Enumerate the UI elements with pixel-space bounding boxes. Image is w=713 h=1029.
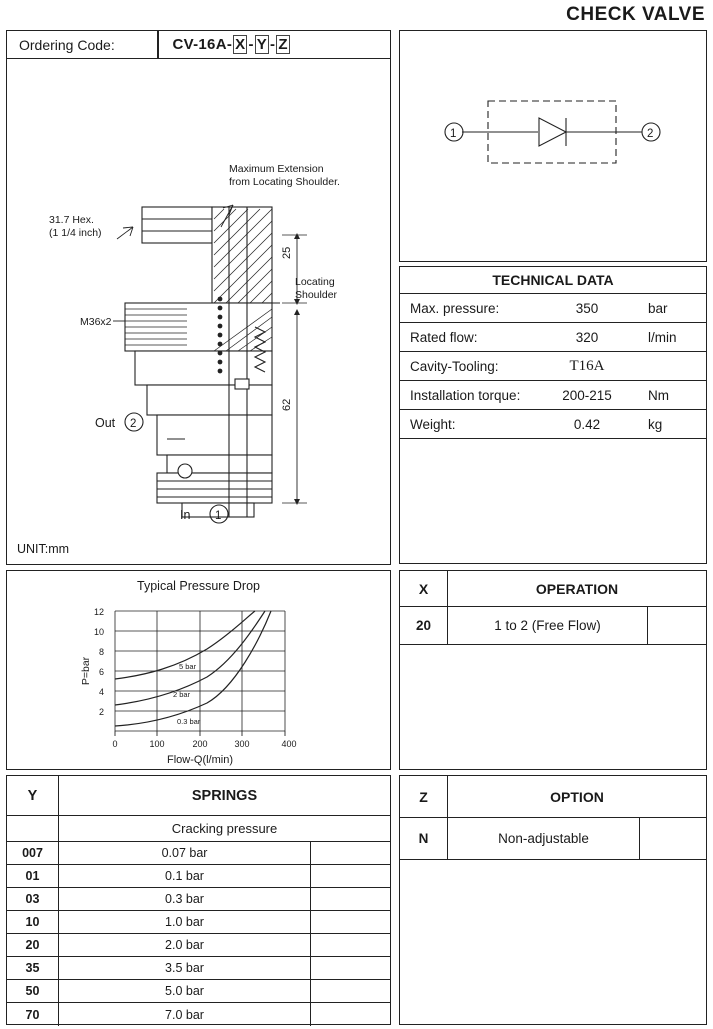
tech-unit: kg — [648, 416, 663, 432]
tech-value: 0.42 — [573, 416, 601, 432]
svg-text:12: 12 — [93, 607, 104, 617]
callout-max-extension: Maximum Extension — [229, 163, 324, 175]
springs-header-row — [7, 776, 390, 816]
spring-blank — [311, 865, 390, 887]
series-label-5bar: 5 bar — [179, 662, 197, 671]
port-out-label: Out — [95, 416, 116, 430]
tech-value: T16A — [569, 357, 605, 374]
spring-blank — [311, 888, 390, 910]
port-out-number: 2 — [130, 418, 137, 430]
spring-blank — [311, 980, 390, 1002]
spring-value: 5.0 bar — [59, 980, 311, 1002]
option-blank — [640, 818, 706, 859]
operation-desc: 1 to 2 (Free Flow) — [448, 607, 648, 644]
spring-value: 3.5 bar — [59, 957, 311, 979]
tech-value: 350 — [575, 300, 599, 316]
springs-code-header: Y — [7, 776, 59, 815]
port-in-number: 1 — [215, 510, 222, 522]
ordering-code-label: Ordering Code: — [19, 36, 115, 53]
series-label-03bar: 0.3 bar — [177, 717, 201, 726]
spring-blank — [311, 934, 390, 956]
tech-unit: l/min — [648, 329, 677, 345]
callout-max-extension-2: from Locating Shoulder. — [229, 176, 340, 188]
callout-locating-2: Shoulder — [295, 289, 338, 301]
ordering-prefix: CV-16A- — [172, 36, 233, 53]
ordering-x: X — [235, 36, 246, 53]
chart-xlabel: Flow-Q(l/min) — [167, 754, 233, 766]
table-row — [400, 294, 706, 323]
spring-blank — [311, 1003, 390, 1026]
springs-title-header: SPRINGS — [191, 787, 258, 804]
spring-code: 50 — [7, 980, 59, 1002]
tech-label: Max. pressure: — [410, 300, 500, 316]
spring-value: 7.0 bar — [59, 1003, 311, 1026]
option-code-header: Z — [400, 776, 448, 817]
svg-text:6: 6 — [98, 667, 104, 677]
table-row — [7, 911, 390, 934]
symbol-panel — [399, 30, 707, 262]
spring-blank — [311, 842, 390, 864]
springs-sub-blank — [7, 816, 59, 841]
svg-text:300: 300 — [234, 739, 250, 749]
spring-code: 70 — [7, 1003, 59, 1026]
springs-panel — [6, 775, 391, 1025]
table-row — [400, 818, 706, 860]
spring-blank — [311, 911, 390, 933]
table-row — [7, 888, 390, 911]
spring-value: 0.3 bar — [59, 888, 311, 910]
svg-text:4: 4 — [98, 687, 104, 697]
ordering-code-row — [7, 31, 390, 59]
table-row — [400, 381, 706, 410]
operation-panel — [399, 570, 707, 770]
tech-label: Cavity-Tooling: — [410, 358, 499, 374]
pressure-drop-chart-panel — [6, 570, 391, 770]
spring-code: 35 — [7, 957, 59, 979]
table-row — [7, 842, 390, 865]
operation-code-header: X — [400, 571, 448, 606]
table-row — [7, 934, 390, 957]
tech-unit: bar — [648, 300, 668, 316]
dimension-62: 62 — [281, 398, 293, 411]
svg-text:0: 0 — [112, 739, 118, 749]
svg-text:2: 2 — [98, 707, 104, 717]
ordering-z: Z — [278, 36, 288, 53]
spring-value: 2.0 bar — [59, 934, 311, 956]
option-code: N — [400, 818, 448, 859]
tech-label: Rated flow: — [410, 329, 478, 345]
callout-thread: M36x2 — [80, 316, 112, 328]
dimension-25: 25 — [281, 246, 293, 259]
tech-value: 320 — [575, 329, 599, 345]
option-panel — [399, 775, 707, 1025]
operation-code: 20 — [400, 607, 448, 644]
chart-title: Typical Pressure Drop — [137, 579, 260, 593]
callout-hex-2: (1 1/4 inch) — [49, 227, 102, 239]
ordering-dash2: - — [270, 36, 276, 53]
chart-ylabel: P=bar — [80, 656, 92, 686]
page-title: CHECK VALVE — [566, 4, 705, 25]
tech-unit: Nm — [648, 387, 669, 403]
svg-text:8: 8 — [98, 647, 104, 657]
table-row — [7, 1003, 390, 1026]
table-row — [400, 323, 706, 352]
ordering-dash1: - — [248, 36, 254, 53]
hydraulic-symbol — [400, 31, 705, 260]
table-row — [400, 352, 706, 381]
option-header-row — [400, 776, 706, 818]
table-row — [7, 957, 390, 980]
spring-value: 1.0 bar — [59, 911, 311, 933]
spring-value: 0.07 bar — [59, 842, 311, 864]
springs-subheading: Cracking pressure — [171, 821, 278, 836]
symbol-port-2: 2 — [647, 128, 654, 140]
spring-code: 007 — [7, 842, 59, 864]
operation-header-row — [400, 571, 706, 607]
table-row — [7, 980, 390, 1003]
svg-text:400: 400 — [281, 739, 297, 749]
spring-code: 01 — [7, 865, 59, 887]
tech-label: Weight: — [410, 416, 456, 432]
tech-label: Installation torque: — [410, 387, 521, 403]
spring-code: 03 — [7, 888, 59, 910]
spring-code: 10 — [7, 911, 59, 933]
ordering-y: Y — [256, 36, 268, 53]
svg-text:200: 200 — [192, 739, 208, 749]
callout-locating: Locating — [295, 276, 335, 288]
svg-text:100: 100 — [149, 739, 165, 749]
technical-data-panel — [399, 266, 707, 564]
symbol-port-1: 1 — [450, 128, 457, 140]
option-desc: Non-adjustable — [448, 818, 640, 859]
ordering-code-value — [159, 36, 291, 53]
table-row — [7, 865, 390, 888]
table-row — [400, 607, 706, 645]
operation-blank — [648, 607, 706, 644]
svg-text:10: 10 — [93, 627, 104, 637]
unit-label: UNIT:mm — [17, 542, 70, 556]
tech-value: 200-215 — [562, 387, 612, 403]
technical-data-heading: TECHNICAL DATA — [400, 267, 706, 294]
spring-blank — [311, 957, 390, 979]
option-title-header: OPTION — [550, 788, 604, 805]
spring-code: 20 — [7, 934, 59, 956]
callout-hex: 31.7 Hex. — [49, 214, 94, 226]
operation-title-header: OPERATION — [535, 580, 619, 597]
spring-value: 0.1 bar — [59, 865, 311, 887]
springs-subheader-row — [7, 816, 390, 842]
cartridge-drawing — [7, 59, 390, 564]
series-label-2bar: 2 bar — [173, 690, 191, 699]
drawing-panel — [6, 30, 391, 565]
port-in-label: In — [180, 508, 191, 522]
pressure-drop-chart — [7, 597, 390, 767]
table-row — [400, 410, 706, 439]
